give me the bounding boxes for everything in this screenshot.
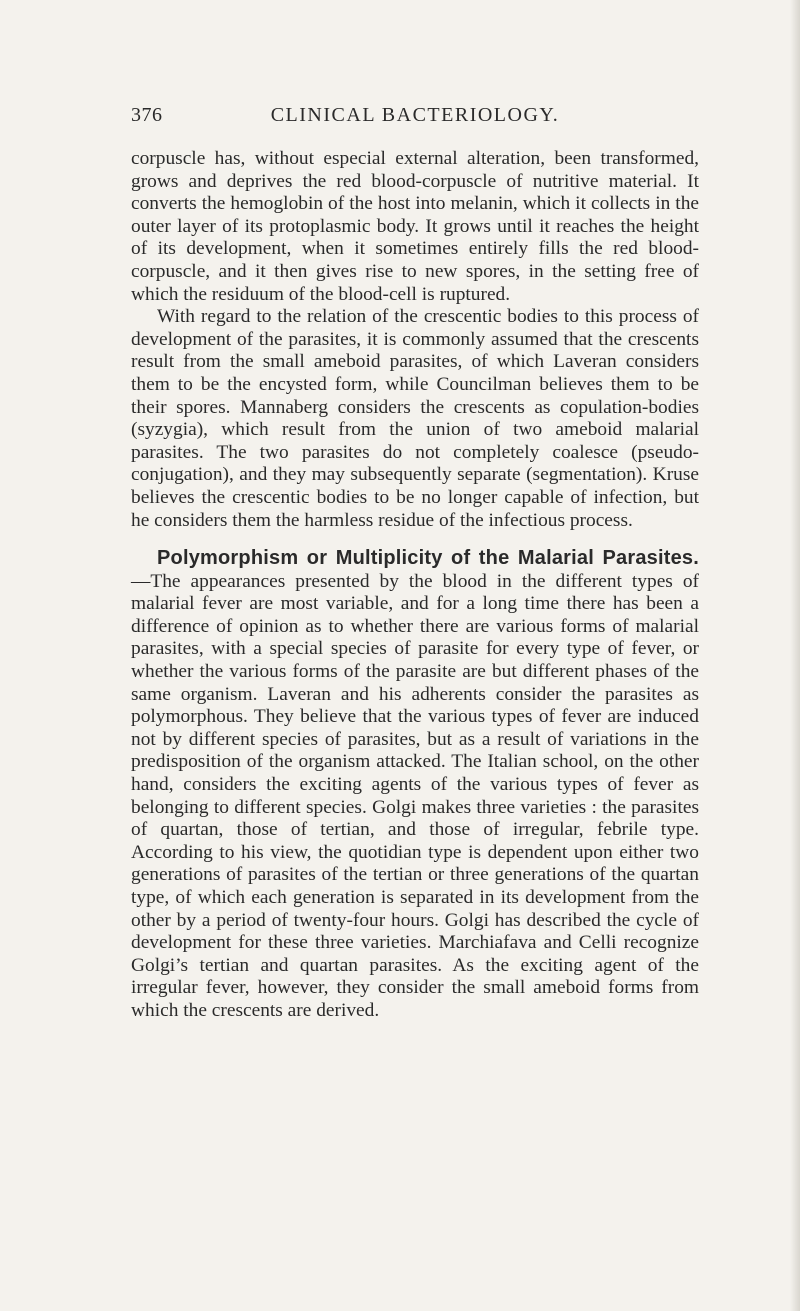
body-text [131,148,699,1023]
page-edge-shadow [790,0,800,1311]
paragraph-crescentic-bodies: With regard to the relation of the crescentic bodies to this process of development of the parasites, it is commonly assumed that the crescents result from the small ameboid parasites, of which Laveran considers them to be the encysted form, while Councilman believes them to be their spores. Mannaberg considers the crescents as copulation-bodies (syzygia), which result from the union of two ameboid malarial parasites. The two parasites do not completely coalesce (pseudo-conjugation), and they may subsequently separate (segmentation). Kruse believes the crescentic bodies to be no longer capable of infection, but he considers them the harmless residue of the infectious process. [131,306,699,531]
paragraph-polymorphism [131,547,699,1022]
paragraph-continuation: corpuscle has, without especial external alteration, been transformed, grows and deprives the red blood-corpuscle of nutritive material. It converts the hemoglobin of the host into melanin, which it collects in the outer layer of its protoplasmic body. It grows until it reaches the height of its development, when it sometimes entirely fills the red blood-corpuscle, and it then gives rise to new spores, in the setting free of which the residuum of the blood-cell is ruptured. [131,148,699,305]
page-number: 376 [131,104,163,126]
page-header [131,104,699,130]
running-title: CLINICAL BACTERIOLOGY. [270,104,560,126]
section-heading: Polymorphism or Multiplicity of the Malarial Parasites. [157,547,699,570]
section-body: —The appearances presented by the blood in the different types of malarial fever are most variable, and for a long time there has been a difference of opinion as to whether there are various forms of malarial parasites, with a special species of parasite for every type of fever, or whether the various forms of the parasite are but different phases of the same organism. Laveran and his adherents consider the parasites as polymorphous. They believe that the various types of fever are induced not by different species of parasites, but as a result of variations in the predisposition of the organism attacked. The Italian school, on the other hand, considers the exciting agents of the various types of fever as belonging to different species. Golgi makes three varieties : the parasites of quartan, those of tertian, and those of irregular, febrile type. According to his view, the quotidian type is dependent upon either two generations of parasites of the tertian or three generations of the quartan type, of which each generation is separated in its development from the other by a period of twenty-four hours. Golgi has described the cycle of development for these three varieties. Marchiafava and Celli recognize Golgi’s tertian and quartan parasites. As the exciting agent of the irregular fever, however, they consider the small ameboid forms from which the crescents are derived. [131,570,699,1021]
